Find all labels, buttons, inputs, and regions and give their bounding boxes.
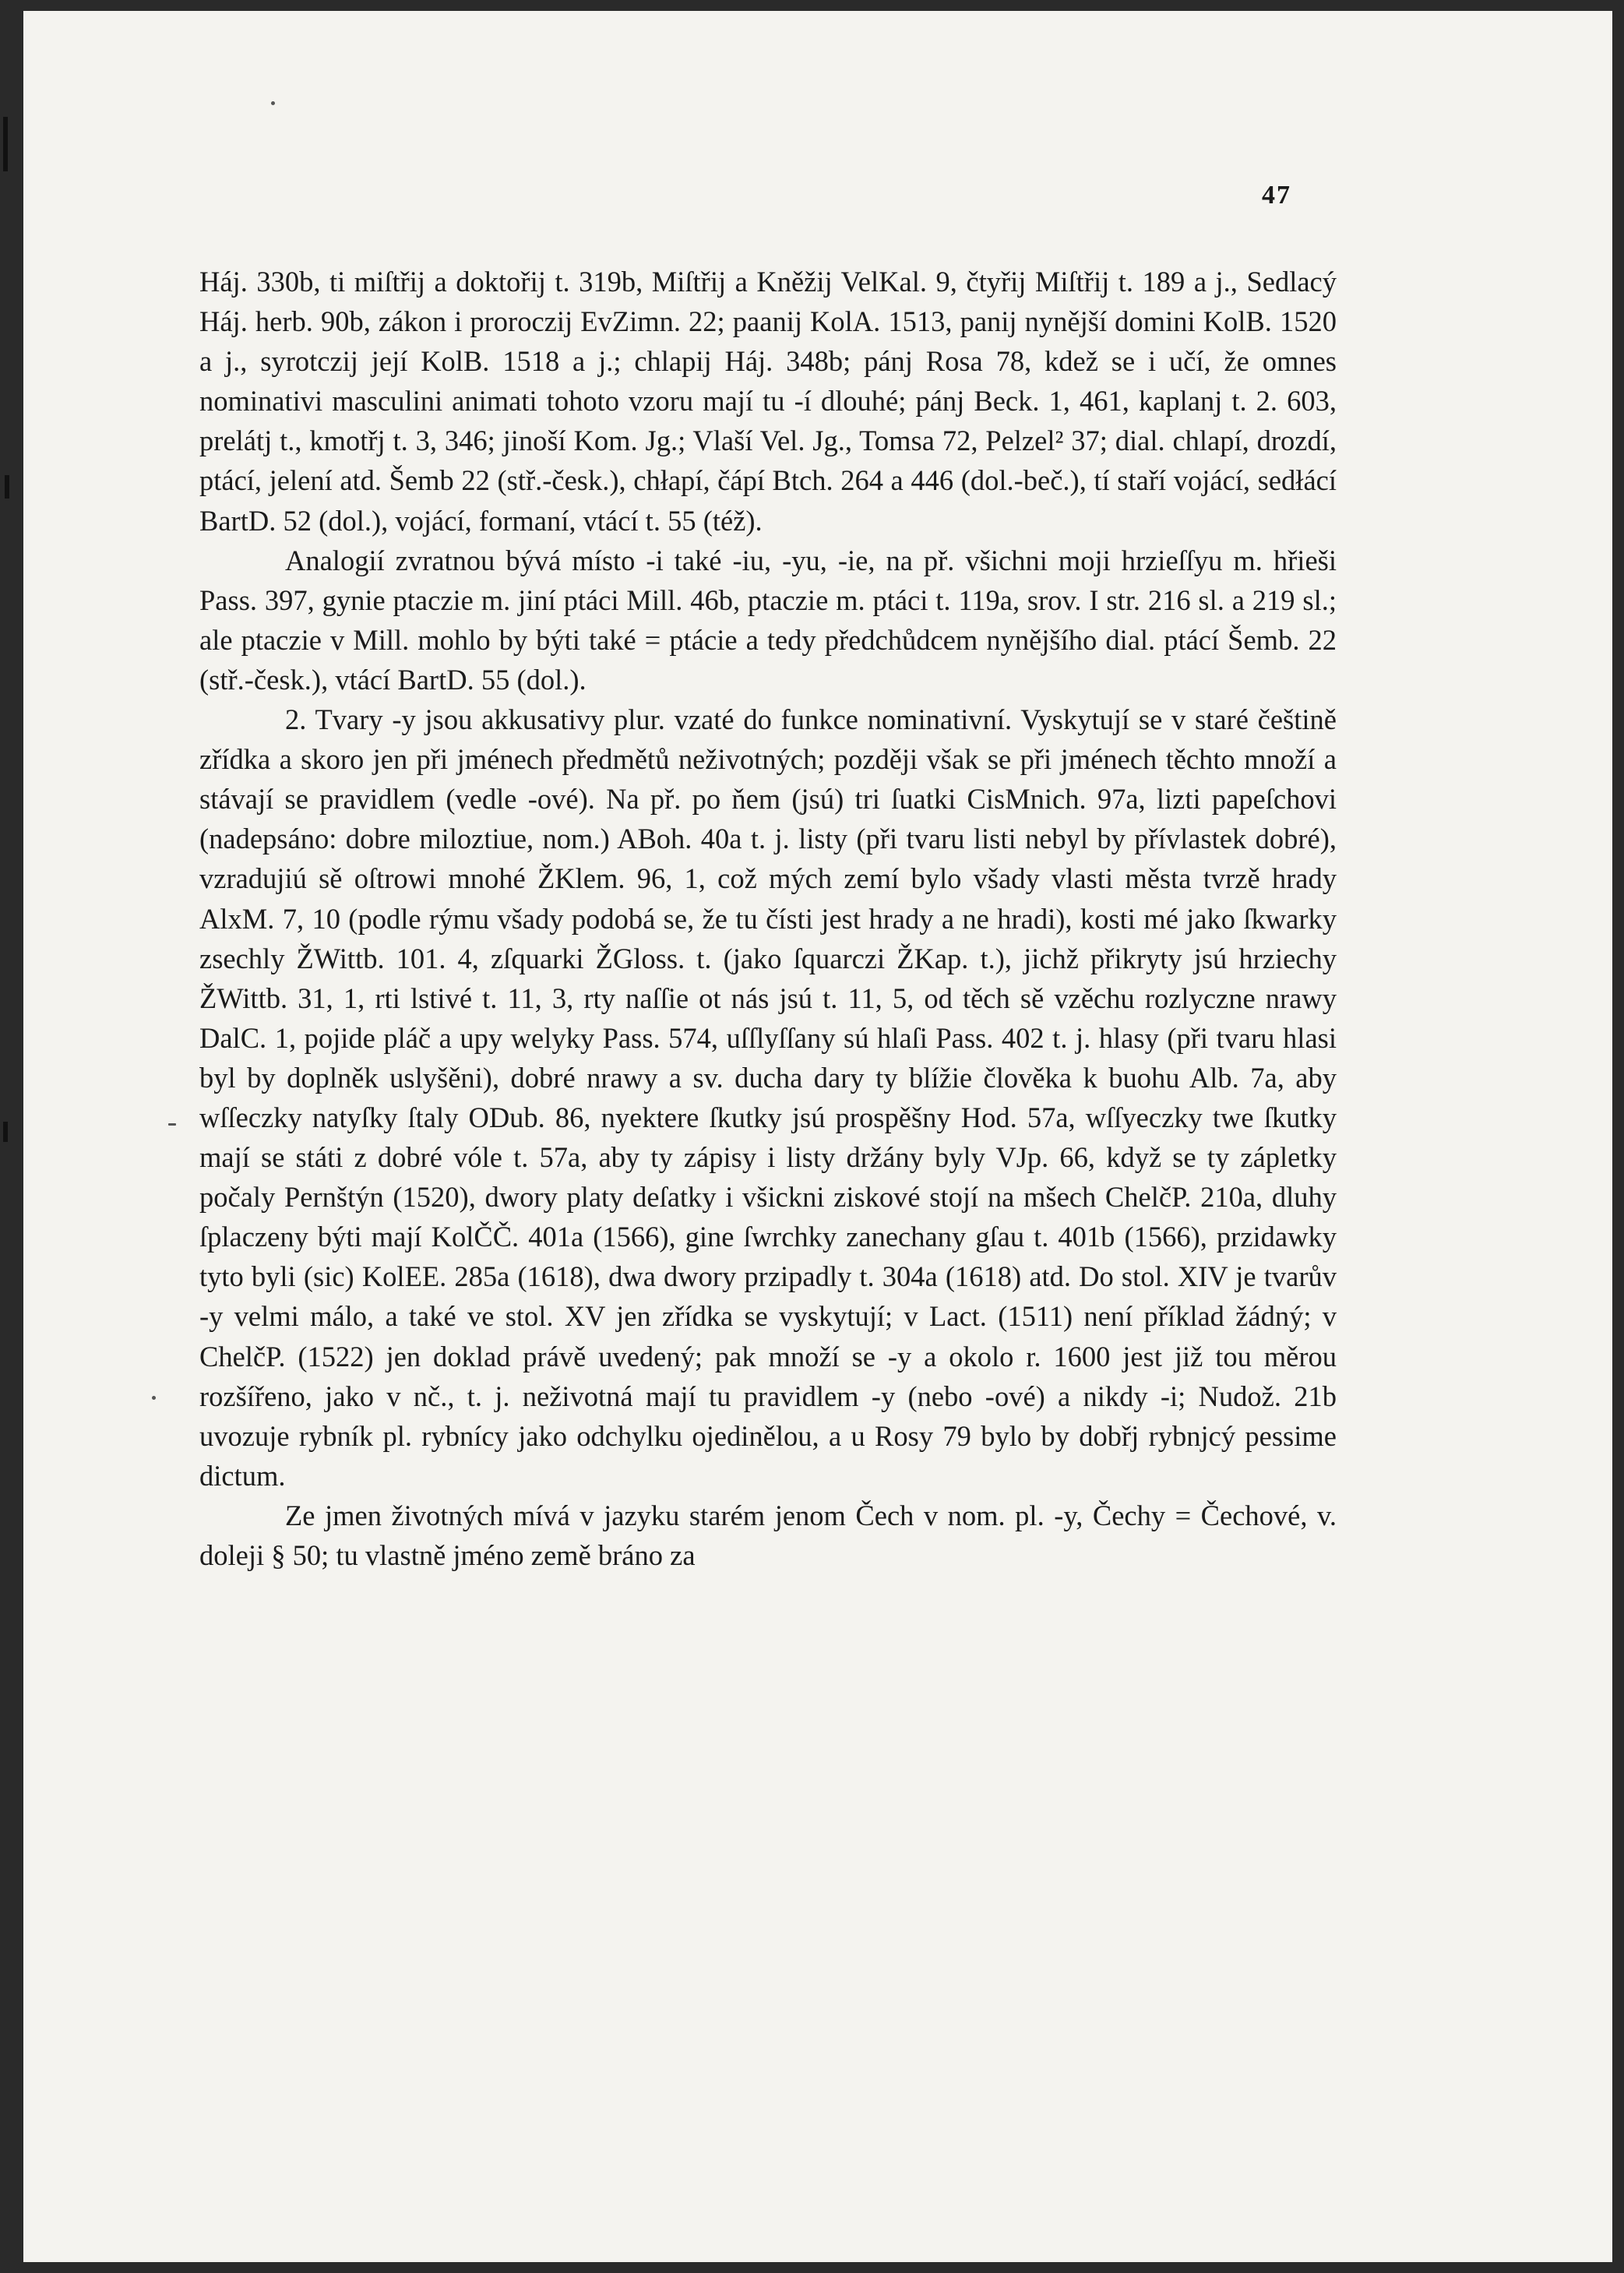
scan-edge-mark bbox=[5, 475, 9, 499]
book-page bbox=[23, 11, 1612, 2262]
paragraph-2: Analogií zvratnou bývá místo -i také -iu, -yu, -ie, na př. všichni moji hrzieſſyu m. hřieši Pass. 397, gynie ptaczie m. jiní ptáci Mill. 46b, ptaczie m. ptáci t. 119a, srov. I str. 216 sl. a 219 sl.; ale ptaczie v Mill. mohlo by býti také = ptácie a tedy předchůdcem nynějšího dial. ptácí Šemb. 22 (stř.-česk.), vtácí BartD. 55 (dol.). bbox=[199, 544, 1337, 696]
scan-speck bbox=[168, 1123, 176, 1126]
page-number: 47 bbox=[1262, 181, 1291, 210]
body-text bbox=[199, 262, 1337, 1575]
scan-edge-mark bbox=[3, 117, 8, 171]
paragraph-4: Ze jmen životných mívá v jazyku starém jenom Čech v nom. pl. -y, Čechy = Čechové, v. doleji § 50; tu vlastně jméno země bráno za bbox=[199, 1499, 1337, 1571]
scan-edge-mark bbox=[3, 1122, 8, 1142]
scan-speck bbox=[152, 1396, 156, 1400]
paragraph-3: 2. Tvary -y jsou akkusativy plur. vzaté do funkce nominativní. Vyskytují se v staré češtině zřídka a skoro jen při jménech předmětů neživotných; později však se při jménech těchto množí a stávají se pravidlem (vedle -ové). Na př. po ňem (jsú) tri ſuatki CisMnich. 97a, lizti papeſchovi (nadepsáno: dobre miloztiue, nom.) ABoh. 40a t. j. listy (při tvaru listi nebyl by přívlastek dobré), vzradujiú sě oſtrowi mnohé ŽKlem. 96, 1, což mých zemí bylo všady vlasti města tvrzě hrady AlxM. 7, 10 (podle rýmu všady podobá se, že tu čísti jest hrady a ne hradi), kosti mé jako ſkwarky zsechly ŽWittb. 101. 4, zſquarki ŽGloss. t. (jako ſquarczi ŽKap. t.), jichž přikryty jsú hrziechy ŽWittb. 31, 1, rti lstivé t. 11, 3, rty naſſie ot nás jsú t. 11, 5, od těch sě vzěchu rozlyczne nrawy DalC. 1, pojide pláč a upy welyky Pass. 574, uſſlyſſany sú hlaſi Pass. 402 t. j. hlasy (při tvaru hlasi byl by doplněk uslyšěni), dobré nrawy a sv. ducha dary ty blížie člověka k buohu Alb. 7a, aby wſſeczky natyſky ſtaly ODub. 86, nyektere ſkutky jsú prospěšny Hod. 57a, wſſyeczky twe ſkutky mají se státi z dobré vóle t. 57a, aby ty zápisy i listy držány byly VJp. 66, když se ty zápletky počaly Pernštýn (1520), dwory platy deſatky i všickni ziskové stojí na mšech ChelčP. 210a, dluhy ſplaczeny býti mají KolČČ. 401a (1566), gine ſwrchky zanechany gſau t. 401b (1566), przidawky tyto byli (sic) KolEE. 285a (1618), dwa dwory przipadly t. 304a (1618) atd. Do stol. XIV je tvarův -y velmi málo, a také ve stol. XV jen zřídka se vyskytují; v Lact. (1511) není příklad žádný; v ChelčP. (1522) jen doklad právě uvedený; pak množí se -y a okolo r. 1600 jest již tou měrou rozšířeno, jako v nč., t. j. neživotná mají tu pravidlem -y (nebo -ové) a nikdy -i; Nudož. 21b uvozuje rybník pl. rybnícy jako odchylku ojedinělou, a u Rosy 79 bylo by dobřj rybnjcý pessime dictum. bbox=[199, 703, 1337, 1492]
scan-speck bbox=[271, 101, 275, 105]
paragraph-1: Háj. 330b, ti miſtřij a doktořij t. 319b, Miſtřij a Kněžij VelKal. 9, čtyřij Miſtřij t. 189 a j., Sedlacý Háj. herb. 90b, zákon i proroczij EvZimn. 22; paanij KolA. 1513, panij nynější domini KolB. 1520 a j., syrotczij její KolB. 1518 a j.; chlapij Háj. 348b; pánj Rosa 78, kdež se i učí, že omnes nominativi masculini animati tohoto vzoru mají tu -í dlouhé; pánj Beck. 1, 461, kaplanj t. 2. 603, prelátj t., kmotřj t. 3, 346; jinoší Kom. Jg.; Vlaší Vel. Jg., Tomsa 72, Pelzel² 37; dial. chlapí, drozdí, ptácí, jelení atd. Šemb 22 (stř.-česk.), chłapí, čápí Btch. 264 a 446 (dol.-beč.), tí staří vojácí, sedłácí BartD. 52 (dol.), vojácí, formaní, vtácí t. 55 (též). bbox=[199, 266, 1337, 537]
